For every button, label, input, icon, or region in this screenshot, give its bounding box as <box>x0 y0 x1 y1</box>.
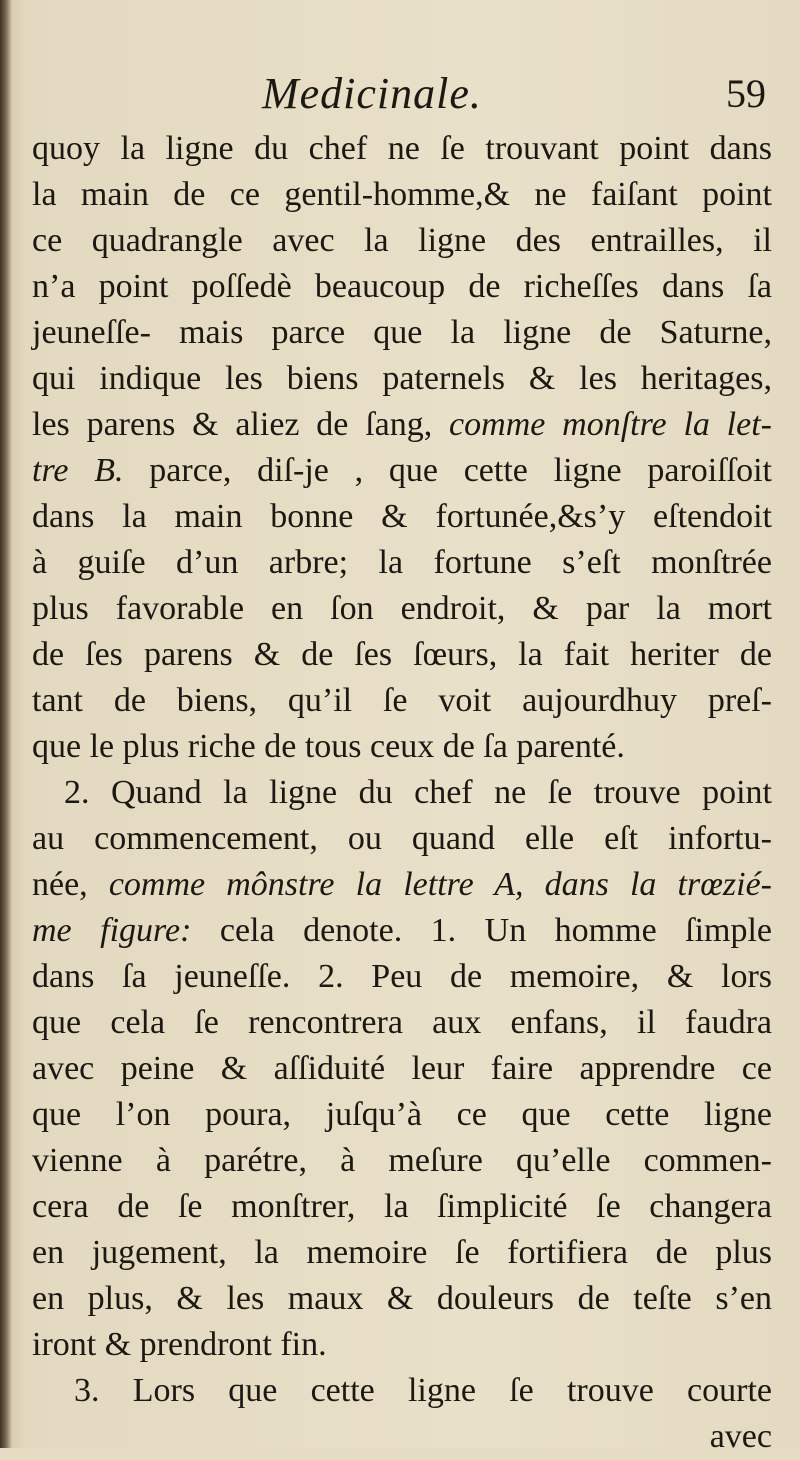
text-segment: en plus, & les maux & douleurs de teſte s’en <box>32 1280 772 1317</box>
text-segment: que le plus riche de tous ceux de ſa parenté. <box>32 728 625 765</box>
text-line <box>32 1000 772 1046</box>
italic-text-segment: tre B. <box>32 452 124 489</box>
text-segment: les parens & aliez de ſang, <box>32 406 450 443</box>
text-segment: de ſes parens & de ſes ſœurs, la fait heriter de <box>32 636 772 673</box>
text-segment: parce, diſ-je , que cette ligne paroiſſoit <box>123 452 772 489</box>
text-line <box>32 1046 772 1092</box>
text-line <box>32 448 772 494</box>
text-segment: dans ſa jeuneſſe. 2. Peu de memoire, & lors <box>32 958 772 995</box>
text-line <box>32 586 772 632</box>
text-segment: au commencement, ou quand elle eſt infortu- <box>32 820 772 857</box>
text-line <box>32 816 772 862</box>
text-line <box>32 126 772 172</box>
text-segment: plus favorable en ſon endroit, & par la mort <box>32 590 772 627</box>
text-line <box>32 218 772 264</box>
text-line <box>32 908 772 954</box>
text-line <box>32 172 772 218</box>
text-line <box>32 1322 772 1368</box>
text-line <box>32 1414 772 1460</box>
text-segment: quoy la ligne du chef ne ſe trouvant point dans <box>32 130 772 167</box>
text-line <box>32 1230 772 1276</box>
text-segment: avec peine & aſſiduité leur faire apprendre ce <box>32 1050 772 1087</box>
text-line <box>32 1184 772 1230</box>
text-line <box>32 1368 772 1414</box>
book-spine-shadow <box>0 0 12 1448</box>
italic-text-segment: comme mônstre la lettre A, dans la trœzié- <box>108 866 772 903</box>
text-line <box>32 540 772 586</box>
text-segment: qui indique les biens paternels & les heritages, <box>32 360 772 397</box>
text-segment: tant de biens, qu’il ſe voit aujourdhuy preſ- <box>32 682 772 719</box>
text-line <box>32 632 772 678</box>
text-line <box>32 264 772 310</box>
text-line <box>32 494 772 540</box>
text-segment: la main de ce gentil-homme,& ne faiſant point <box>32 176 772 213</box>
text-segment: ce quadrangle avec la ligne des entrailles, il <box>32 222 772 259</box>
text-line <box>32 724 772 770</box>
text-segment: vienne à parétre, à meſure qu’elle commen- <box>32 1142 772 1179</box>
text-line <box>32 356 772 402</box>
italic-text-segment: comme monſtre la let- <box>449 406 772 443</box>
text-segment: dans la main bonne & fortunée,&s’y eſtendoit <box>32 498 772 535</box>
text-segment: à guiſe d’un arbre; la fortune s’eſt monſtrée <box>32 544 772 581</box>
text-line <box>32 1092 772 1138</box>
text-segment: née, <box>32 866 109 903</box>
text-segment: que cela ſe rencontrera aux enfans, il faudra <box>32 1004 772 1041</box>
text-line <box>32 1276 772 1322</box>
text-segment: en jugement, la memoire ſe fortifiera de plus <box>32 1234 772 1271</box>
text-line <box>32 402 772 448</box>
text-segment: cela denote. 1. Un homme ſimple <box>191 912 773 949</box>
text-line <box>32 770 772 816</box>
body-text <box>32 126 772 1460</box>
text-segment: n’a point poſſedè beaucoup de richeſſes dans ſa <box>32 268 772 305</box>
text-segment: cera de ſe monſtrer, la ſimplicité ſe changera <box>32 1188 772 1225</box>
text-segment: que l’on poura, juſqu’à ce que cette ligne <box>32 1096 772 1133</box>
page-number: 59 <box>726 71 766 116</box>
text-segment: iront & prendront fin. <box>32 1326 327 1363</box>
running-title: Medicinale. <box>262 69 482 118</box>
page-header <box>0 68 800 124</box>
text-line <box>32 310 772 356</box>
text-line <box>32 862 772 908</box>
text-segment: 3. Lors que cette ligne ſe trouve courte <box>74 1372 772 1409</box>
text-segment: 2. Quand la ligne du chef ne ſe trouve point <box>64 774 772 811</box>
italic-text-segment: me figure: <box>32 912 192 949</box>
text-segment: avec <box>709 1418 772 1455</box>
text-segment: jeuneſſe- mais parce que la ligne de Saturne, <box>32 314 772 351</box>
text-line <box>32 678 772 724</box>
text-line <box>32 1138 772 1184</box>
text-line <box>32 954 772 1000</box>
